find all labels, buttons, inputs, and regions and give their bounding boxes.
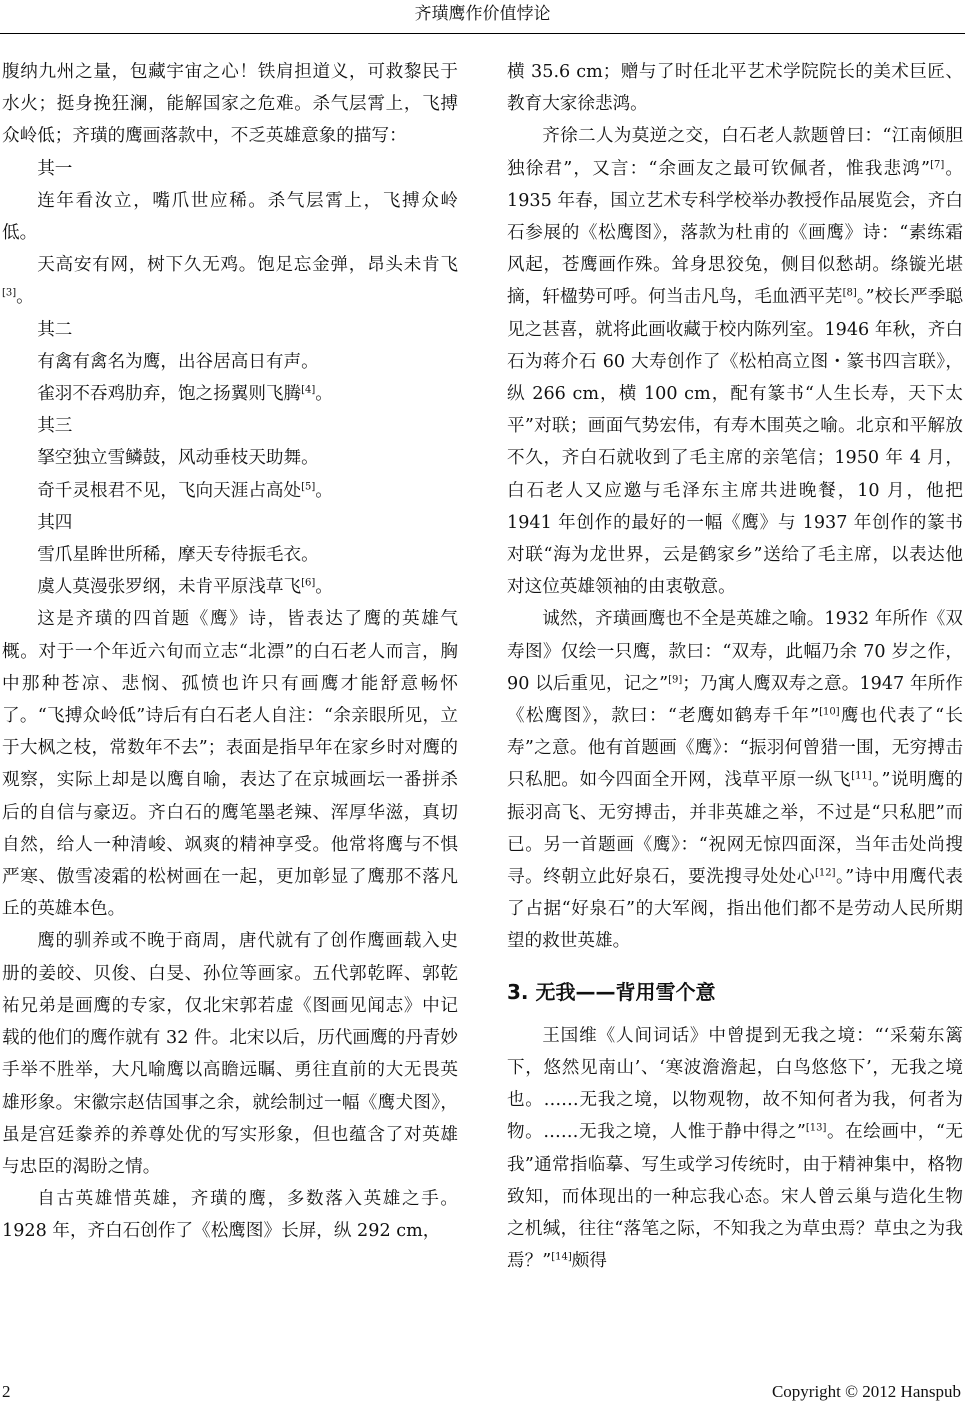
page-number: 2 (2, 1382, 11, 1401)
section-heading: 3. 无我——背用雪个意 (507, 979, 716, 1004)
paragraph-text: 天高安有网，树下久无鸡。饱足忘金弹，昂头未肯飞 (37, 255, 458, 276)
paragraph-text: 。”诗中用鹰代表了占据“好泉石”的大军阀，指出他们都不是劳动人民所期望的救世英雄。 (507, 867, 963, 952)
paragraph-text: 王国维《人间词话》中曾提到无我之境：“‘采菊东篱下，悠然见南山’、‘寒波澹澹起，白鸟悠悠下’，无我之境也。……无我之境，以物观物，故不知何者为我，何者为物。……无我之境，人惟于静中得之” (507, 1025, 963, 1143)
citation-ref: [12] (814, 867, 836, 879)
paragraph-text: 。在绘画中，“无我”通常指临摹、写生或学习传统时，由于精神集中，格物致知，而体现出的一种忘我心态。宋人曾云巢与造化生物之机缄，往往“落笔之际，不知我之为草虫焉？草虫之为我焉？” (507, 1122, 963, 1272)
citation-ref: [14] (551, 1251, 572, 1263)
citation-ref: [6] (301, 577, 316, 589)
paragraph-text: 其三 (37, 416, 73, 437)
paragraph (2, 346, 458, 378)
citation-ref: [9] (668, 674, 683, 686)
citation-ref: [7] (930, 159, 945, 171)
paragraph-text: 其四 (37, 512, 73, 533)
right-column-body-bottom (507, 1020, 963, 1278)
citation-ref: [8] (842, 287, 857, 299)
paragraph-text: 。1935 年春，国立艺术专科学校举办教授作品展览会，齐白石参展的《松鹰图》，落款为杜甫的《画鹰》诗：“素练霜风起，苍鹰画作殊。耸身思狡兔，侧目似愁胡。绦镟光堪摘，轩楹势可呼。何当击凡鸟，毛血洒平芜 (507, 158, 963, 308)
paragraph (2, 507, 458, 539)
copyright-notice: Copyright © 2012 Hanspub (771, 1382, 961, 1401)
paragraph (2, 410, 458, 442)
paragraph (2, 378, 458, 410)
paragraph-text: 诚然，齐璜画鹰也不全是英雄之喻。1932 年所作《双寿图》仅绘一只鹰，款曰：“双寿，此幅乃余 70 岁之作，90 以后重见，记之” (507, 609, 963, 694)
citation-ref: [3] (2, 287, 17, 299)
right-column (507, 56, 963, 1277)
paragraph (2, 539, 458, 571)
paragraph (2, 925, 458, 1183)
right-column-body-top (507, 56, 963, 958)
paragraph-text: 腹纳九州之量，包藏宇宙之心！铁肩担道义，可救黎民于水火；挺身挽狂澜，能解国家之危难。杀气层霄上，飞搏众岭低；齐璜的鹰画落款中，不乏英雄意象的描写： (2, 62, 458, 147)
paragraph-text: 鹰也代表了“长寿”之意。他有首题画《鹰》：“振羽何曾猎一围，无穷搏击只私肥。如今四面全开网，浅草平原一纵飞 (507, 706, 963, 791)
paragraph-text: 。 (315, 384, 333, 405)
paragraph-text: 颇得 (571, 1251, 607, 1272)
citation-ref: [11] (851, 770, 872, 782)
citation-ref: [5] (301, 481, 316, 493)
paragraph-text: 雪爪星眸世所稀，摩天专待振毛衣。 (37, 545, 319, 566)
paragraph (507, 120, 963, 603)
paragraph (2, 153, 458, 185)
paragraph (2, 56, 458, 153)
running-head-title: 齐璜鹰作价值悖论 (414, 4, 551, 24)
paragraph (2, 571, 458, 603)
paragraph (507, 56, 963, 120)
paragraph-text: 。 (315, 480, 333, 501)
paragraph (507, 603, 963, 957)
paragraph (2, 314, 458, 346)
paragraph-text: 。 (16, 287, 34, 308)
paragraph-text: ；乃寓人鹰双寿之意。1947 年所作《松鹰图》，款曰：“老鹰如鹤寿千年” (507, 673, 963, 727)
paragraph-text: 。 (315, 577, 333, 598)
paragraph-text: 其一 (37, 158, 73, 179)
paragraph (2, 185, 458, 249)
header-rule (0, 33, 965, 34)
citation-ref: [10] (819, 706, 840, 718)
paragraph-text: 。”说明鹰的振羽高飞、无穷搏击，并非英雄之举，不过是“只私肥”而已。另一首题画《鹰》：“祝网无惊四面深，当年击处尚搜寻。终朝立此好泉石，要洗搜寻处处心 (507, 770, 963, 888)
paragraph-text: 鹰的驯养或不晚于商周，唐代就有了创作鹰画载入史册的姜皎、贝俊、白旻、孙位等画家。五代郭乾晖、郭乾祐兄弟是画鹰的专家，仅北宋郭若虚《图画见闻志》中记载的他们的鹰作就有 32 件。北宋以后，历代画鹰的丹青妙手举不胜举，大凡喻鹰以高瞻远瞩、勇往直前的大无畏英雄形象。宋徽宗赵佶国事之余，就绘制过一幅《鹰犬图》，虽是宫廷豢养的养尊处优的写实形象，但也蕴含了对英雄与忠臣的渴盼之情。 (2, 931, 458, 1177)
paragraph-text: 齐徐二人为莫逆之交，白石老人款题曾曰：“江南倾胆独徐君”，又言：“余画友之最可钦佩者，惟我悲鸿” (507, 126, 963, 179)
paragraph (2, 603, 458, 925)
paragraph (2, 442, 458, 474)
paragraph-text: 拏空独立雪鳞鼓，风动垂枝天助舞。 (37, 448, 319, 469)
citation-ref: [4] (301, 384, 316, 396)
paragraph-text: 这是齐璜的四首题《鹰》诗，皆表达了鹰的英雄气概。对于一个年近六旬而立志“北漂”的白石老人而言，胸中那种苍凉、悲悯、孤愤也许只有画鹰才能舒意畅怀了。“飞搏众岭低”诗后有白石老人自注：“余亲眼所见，立于大枫之枝，常数年不去”；表面是指早年在家乡时对鹰的观察，实际上却是以鹰自喻，表达了在京城画坛一番拼杀后的自信与豪迈。齐白石的鹰笔墨老辣、浑厚华滋，真切自然，给人一种清峻、飒爽的精神享受。他常将鹰与不惧严寒、傲雪凌霜的松树画在一起，更加彰显了鹰那不落凡丘的英雄本色。 (2, 609, 458, 920)
paragraph-text: 。”校长严季聪见之甚喜，就将此画收藏于校内陈列室。1946 年秋，齐白石为蒋介石 60 大寿创作了《松柏高立图・篆书四言联》，纵 266 cm，横 100 cm，配有篆书“人生长寿，天下太平”对联；画面气势宏伟，有寿木围英之喻。北京和平解放不久，齐白石就收到了毛主席的亲笔信；1950 年 4 月，白石老人又应邀与毛泽东主席共进晚餐，10 月，他把 1941 年创作的最好的一幅《鹰》与 1937 年创作的篆书对联“海为龙世界，云是鹤家乡”送给了毛主席，以表达他对这位英雄领袖的由衷敬意。 (507, 287, 963, 598)
left-column (2, 56, 458, 1248)
paragraph-text: 奇千灵根君不见，飞向天涯占高处 (37, 480, 302, 501)
paragraph-text: 雀羽不吞鸡肋弃，饱之扬翼则飞腾 (37, 384, 302, 405)
paragraph-text: 其二 (37, 319, 73, 340)
paragraph-text: 虞人莫漫张罗纲，未肯平原浅草飞 (37, 577, 302, 598)
paragraph (2, 475, 458, 507)
paragraph-text: 横 35.6 cm；赠与了时任北平艺术学院院长的美术巨匠、教育大家徐悲鸿。 (507, 62, 963, 115)
citation-ref: [13] (805, 1122, 827, 1134)
paragraph-text: 有禽有禽名为鹰，出谷居高日有声。 (37, 351, 319, 372)
paragraph-text: 自古英雄惜英雄，齐璜的鹰，多数落入英雄之手。1928 年，齐白石创作了《松鹰图》长屏，纵 292 cm， (2, 1189, 458, 1242)
paragraph (507, 1020, 963, 1278)
paragraph (2, 249, 458, 313)
paragraph (2, 1183, 458, 1247)
paragraph-text: 连年看汝立，嘴爪世应稀。杀气层霄上，飞搏众岭低。 (2, 190, 458, 244)
